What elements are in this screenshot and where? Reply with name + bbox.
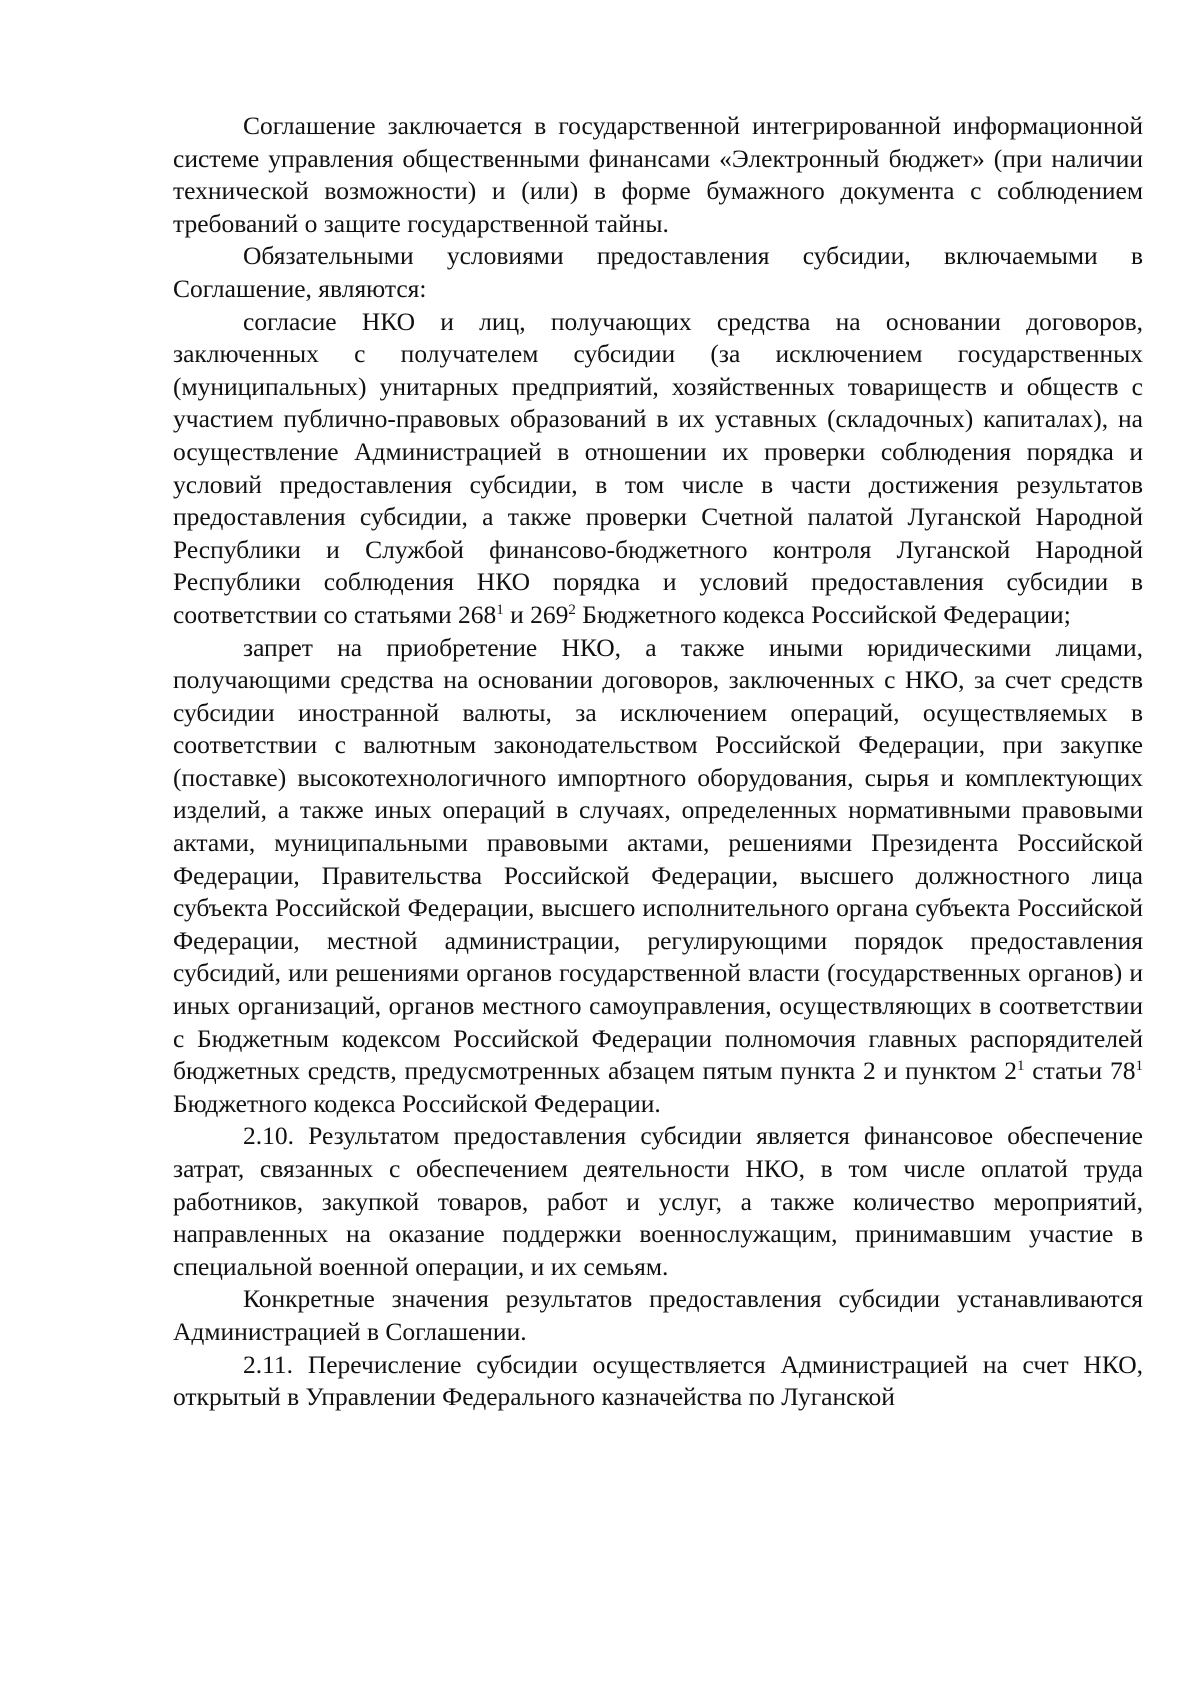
text-run: Обязательными условиями предоставления субсидии, включаемыми в Соглашение, являются: bbox=[173, 241, 1143, 303]
paragraph-2-11-subsidy-transfer bbox=[173, 1349, 1143, 1414]
paragraph-consent-to-inspections bbox=[173, 306, 1143, 632]
text-run: Соглашение заключается в государственной интегрированной информационной системе управления общественными финансами «Электронный бюджет» (при наличии технической возможности) и (или) в форме бумажного документа с соблюдением требований о защите государственной тайны. bbox=[173, 111, 1143, 238]
text-run: согласие НКО и лиц, получающих средства на основании договоров, заключенных с получателем субсидии (за исключением государственных (муниципальных) унитарных предприятий, хозяйственных товариществ и обществ с участием публично-правовых образований в их уставных (складочных) капиталах), на осуществление Администрацией в отношении их проверки соблюдения порядка и условий предоставления субсидии, в том числе в части достижения результатов предоставления субсидии, а также проверки Счетной палатой Луганской Народной Республики и Службой финансово-бюджетного контроля Луганской Народной Республики соблюдения НКО порядка и условий предоставления субсидии в соответствии со статьями 268 bbox=[173, 306, 1143, 629]
text-run: запрет на приобретение НКО, а также иными юридическими лицами, получающими средства на основании договоров, заключенных с НКО, за счет средств субсидии иностранной валюты, за исключением операций, осуществляемых в соответствии с валютным законодательством Российской Федерации, при закупке (поставке) высокотехнологичного импортного оборудования, сырья и комплектующих изделий, а также иных операций в случаях, определенных нормативными правовыми актами, муниципальными правовыми актами, решениями Президента Российской Федерации, Правительства Российской Федерации, высшего должностного лица субъекта Российской Федерации, высшего исполнительного органа субъекта Российской Федерации, местной администрации, регулирующими порядок предоставления субсидий, или решениями органов государственной власти (государственных органов) и иных организаций, органов местного самоуправления, осуществляющих в соответствии с Бюджетным кодексом Российской Федерации полномочия главных распорядителей бюджетных средств, предусмотренных абзацем пятым пункта 2 и пунктом 2 bbox=[173, 632, 1143, 1086]
text-run: Бюджетного кодекса Российской Федерации. bbox=[173, 1088, 661, 1118]
paragraph-mandatory-conditions bbox=[173, 240, 1143, 305]
paragraph-agreement-conclusion bbox=[173, 110, 1143, 240]
text-run: Бюджетного кодекса Российской Федерации; bbox=[575, 599, 1071, 629]
superscript-index: 1 bbox=[1135, 1058, 1143, 1075]
text-run: и 269 bbox=[503, 599, 569, 629]
document-page bbox=[173, 110, 1143, 1414]
text-run: 2.11. Перечисление субсидии осуществляется Администрацией на счет НКО, открытый в Управлении Федерального казначейства по Луганской bbox=[173, 1349, 1143, 1412]
text-run: Конкретные значения результатов предоставления субсидии устанавливаются Администрацией в Соглашении. bbox=[173, 1284, 1143, 1346]
text-run: статьи 78 bbox=[1024, 1056, 1136, 1086]
superscript-index: 2 bbox=[568, 601, 576, 618]
text-run: 2.10. Результатом предоставления субсидии является финансовое обеспечение затрат, связанных с обеспечением деятельности НКО, в том числе оплатой труда работников, закупкой товаров, работ и услуг, а также количество мероприятий, направленных на оказание поддержки военнослужащим, принимавшим участие в специальной военной операции, и их семьям. bbox=[173, 1121, 1143, 1281]
paragraph-result-values bbox=[173, 1283, 1143, 1348]
superscript-index: 1 bbox=[496, 601, 504, 618]
paragraph-2-10-subsidy-result bbox=[173, 1120, 1143, 1283]
paragraph-currency-purchase-ban bbox=[173, 632, 1143, 1121]
superscript-index: 1 bbox=[1016, 1058, 1025, 1075]
